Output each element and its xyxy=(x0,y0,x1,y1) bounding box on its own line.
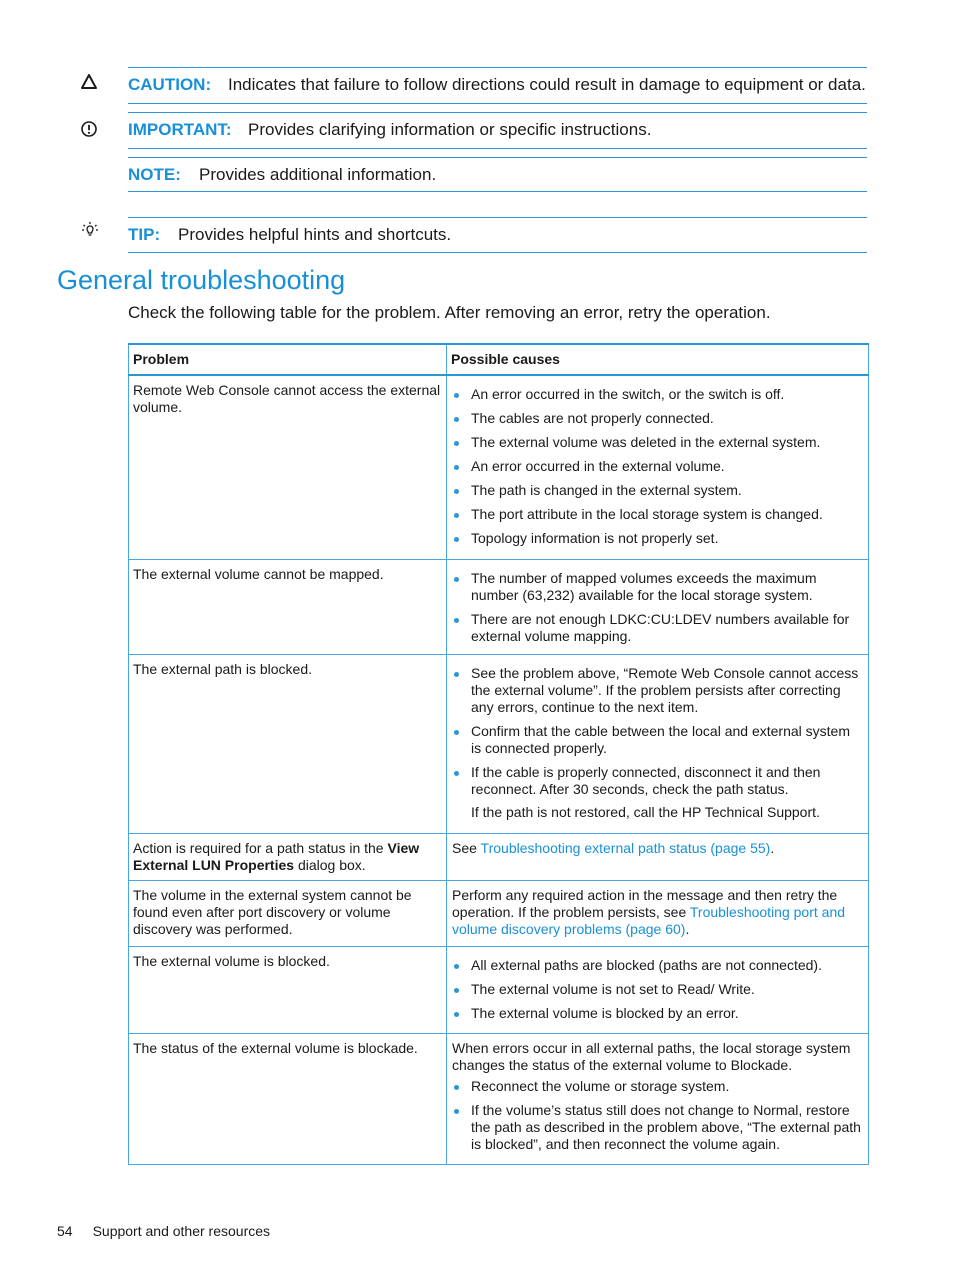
problem-cell: The external path is blocked. xyxy=(129,654,447,833)
dialog-name: View External LUN Properties xyxy=(133,839,420,873)
cause-intro: When errors occur in all external paths, the local storage system changes the status of the external volume to Blockade. xyxy=(452,1039,851,1073)
causes-cell xyxy=(447,375,869,559)
admonition-rule xyxy=(128,191,867,192)
table-header-row xyxy=(129,344,869,375)
admonition-text: Indicates that failure to follow directions could result in damage to equipment or data. xyxy=(228,75,866,94)
causes-cell xyxy=(447,559,869,654)
causes-list xyxy=(452,957,863,1022)
problem-cell: The volume in the external system cannot be found even after port discovery or volume discovery was performed. xyxy=(129,880,447,946)
table-row xyxy=(129,946,869,1033)
problem-text: Action is required for a path status in the xyxy=(133,839,388,856)
table-row xyxy=(129,880,869,946)
table-row xyxy=(129,1033,869,1164)
cause-note: If the path is not restored, call the HP Technical Support. xyxy=(471,803,820,820)
list-item: The external volume is not set to Read/ Write. xyxy=(452,981,863,998)
causes-list xyxy=(452,386,863,547)
causes-cell xyxy=(447,946,869,1033)
cross-reference-link[interactable]: Troubleshooting port and volume discovery problems (page 60) xyxy=(452,903,846,937)
admonition-rule xyxy=(128,67,867,68)
list-item: Reconnect the volume or storage system. xyxy=(452,1078,863,1095)
list-item: If the cable is properly connected, disconnect it and then reconnect. After 30 seconds, check the path status. xyxy=(452,764,863,798)
problem-cell xyxy=(129,833,447,880)
problem-cell: Remote Web Console cannot access the external volume. xyxy=(129,375,447,559)
causes-cell xyxy=(447,880,869,946)
causes-list xyxy=(452,570,863,645)
cause-text: Perform any required action in the message and then retry the operation. If the problem persists, see xyxy=(452,886,838,920)
problem-cell: The external volume cannot be mapped. xyxy=(129,559,447,654)
admonition-rule xyxy=(128,103,867,104)
page-footer xyxy=(57,1222,270,1240)
list-item: The external volume is blocked by an error. xyxy=(452,1005,863,1022)
admonition-label: CAUTION: xyxy=(128,75,212,94)
admonition-rule xyxy=(128,217,867,218)
list-item: The external volume was deleted in the external system. xyxy=(452,434,863,451)
problem-cell: The status of the external volume is blockade. xyxy=(129,1033,447,1164)
list-item: The path is changed in the external system. xyxy=(452,482,863,499)
causes-cell xyxy=(447,1033,869,1164)
lightbulb-icon xyxy=(80,221,98,239)
admonition-text: Provides additional information. xyxy=(199,165,437,184)
admonition-rule xyxy=(128,157,867,158)
list-item: See the problem above, “Remote Web Console cannot access the external volume”. If the problem persists after correcting any errors, continue to the next item. xyxy=(452,665,863,716)
page-number: 54 xyxy=(57,1223,73,1239)
cause-text: . xyxy=(770,839,775,856)
list-item: An error occurred in the switch, or the switch is off. xyxy=(452,386,863,403)
column-header-causes: Possible causes xyxy=(447,344,869,375)
admonition-label: TIP: xyxy=(128,225,161,244)
causes-cell xyxy=(447,833,869,880)
section-title: General troubleshooting xyxy=(57,265,346,295)
list-item: The cables are not properly connected. xyxy=(452,410,863,427)
list-item: All external paths are blocked (paths are not connected). xyxy=(452,957,863,974)
table-row xyxy=(129,375,869,559)
cause-text: . xyxy=(685,920,690,937)
causes-list xyxy=(452,665,863,798)
admonition-rule xyxy=(128,252,867,253)
admonition-rule xyxy=(128,148,867,149)
chapter-title: Support and other resources xyxy=(92,1223,271,1239)
admonition-text: Provides helpful hints and shortcuts. xyxy=(178,225,452,244)
exclamation-circle-icon xyxy=(80,120,98,138)
problem-text: dialog box. xyxy=(294,856,366,873)
cross-reference-link[interactable]: Troubleshooting external path status (page 55) xyxy=(480,839,771,856)
list-item: The number of mapped volumes exceeds the maximum number (63,232) available for the local storage system. xyxy=(452,570,863,604)
admonition-rule xyxy=(128,112,867,113)
list-item: The port attribute in the local storage system is changed. xyxy=(452,506,863,523)
list-item: An error occurred in the external volume. xyxy=(452,458,863,475)
table-row xyxy=(129,654,869,833)
admonition-label: NOTE: xyxy=(128,165,181,184)
list-item: Confirm that the cable between the local and external system is connected properly. xyxy=(452,723,863,757)
causes-cell xyxy=(447,654,869,833)
warning-triangle-icon xyxy=(80,73,98,91)
list-item: Topology information is not properly set. xyxy=(452,530,863,547)
admonition-text: Provides clarifying information or specific instructions. xyxy=(248,120,652,139)
problem-cell: The external volume is blocked. xyxy=(129,946,447,1033)
cause-text: See xyxy=(452,839,481,856)
table-row xyxy=(129,833,869,880)
table-row xyxy=(129,559,869,654)
column-header-problem: Problem xyxy=(129,344,447,375)
list-item: If the volume’s status still does not change to Normal, restore the path as described in the problem above, “The external path is blocked”, and then reconnect the volume again. xyxy=(452,1102,863,1153)
troubleshooting-table xyxy=(128,343,869,1165)
admonition-label: IMPORTANT: xyxy=(128,120,232,139)
list-item: There are not enough LDKC:CU:LDEV numbers available for external volume mapping. xyxy=(452,611,863,645)
section-intro: Check the following table for the problem. After removing an error, retry the operation. xyxy=(128,303,771,322)
causes-list xyxy=(452,1078,863,1153)
